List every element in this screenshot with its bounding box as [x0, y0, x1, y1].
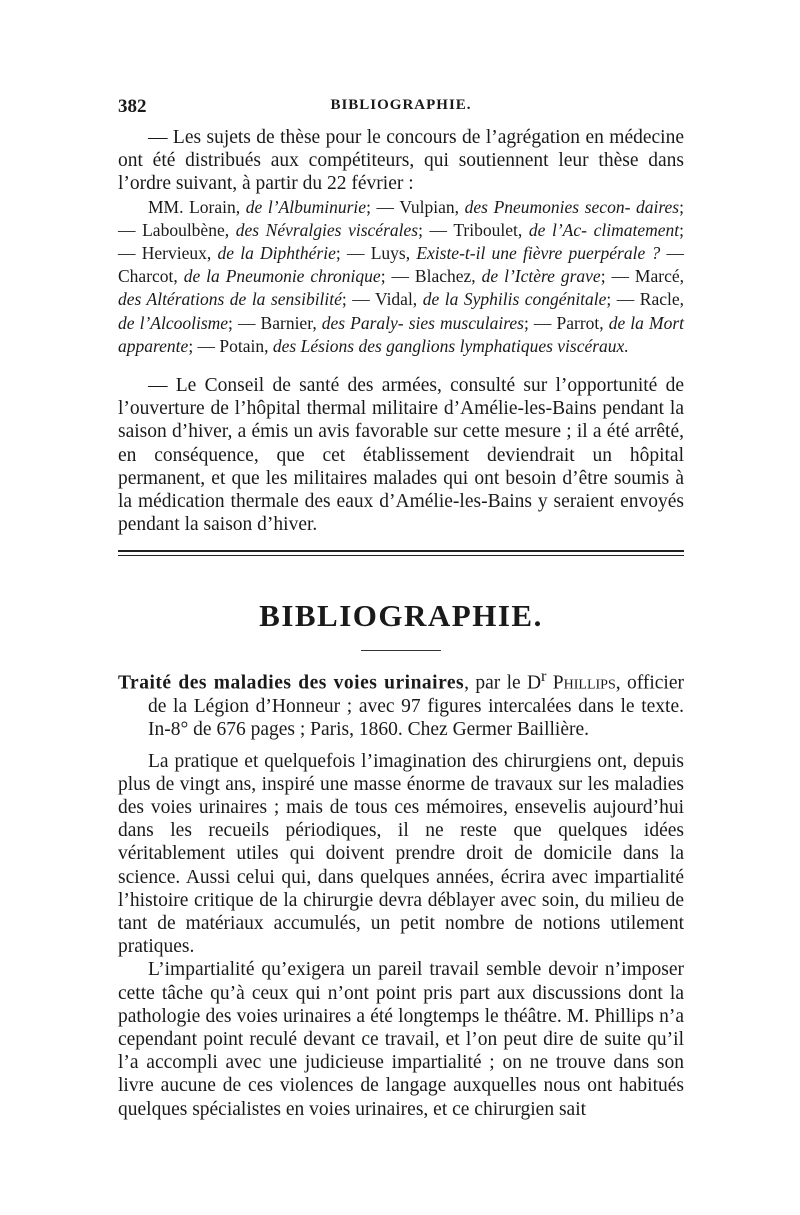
book-title: Traité des maladies des voies urinaires	[118, 672, 465, 694]
thesis-subject: l’Ictère grave	[504, 266, 601, 287]
candidate-name: ; — Racle,	[606, 289, 685, 310]
thesis-subject: de la	[422, 289, 459, 310]
candidate-name: ; — Parrot,	[523, 312, 609, 333]
candidate-name: ; — Potain,	[188, 335, 273, 356]
thesis-subject: des Paraly-	[321, 312, 404, 333]
thesis-subject: des Pneumonies secon-	[464, 196, 631, 217]
double-rule	[118, 550, 684, 556]
candidate-name: ; — Luys,	[335, 243, 417, 264]
review-paragraph-2: L’impartialité qu’exigera un pareil travail semble devoir n’imposer cette tâche qu’à ceux qui n’ont point pris part aux discussions dont la pathologie des voies urinaires a été longtemps le théâtre. M. Phillips n’a cependant point reculé devant ce travail, et l’on peut dire de suite qu’il l’a accompli avec une judicieuse impartialité ; on ne trouve dans son livre aucune de ces violences de langage auxquelles nous ont habitués quelques spécialistes en voies urinaires, et ce chirurgien sait	[118, 959, 684, 1120]
review-paragraph-1: La pratique et quelquefois l’imagination des chirurgiens ont, depuis plus de vingt ans, inspiré une masse énorme de travaux sur les maladies des voies urinaires ; mais de tous ces mémoires, ensevelis aujourd’hui dans les recueils périodiques, il ne reste que quelques idées véritablement utiles qui doivent prendre droit de domicile dans la science. Aussi celui qui, dans quelques années, écrira avec impartialité l’histoire critique de la chirurgie devra déblayer avec soin, du milieu de tant de matériaux accumulés, un petit nombre de notions utilement pratiques.	[118, 750, 684, 958]
thesis-subject: fièvre puerpérale ?	[523, 243, 661, 264]
agregation-intro: — Les sujets de thèse pour le concours de l’agrégation en médecine ont été distribués aux compétiteurs, qui soutiennent leur thèse dans l’ordre suivant, à partir du 22 février :	[118, 127, 684, 195]
book-entry	[118, 665, 684, 741]
thesis-subject: des ganglions lymphatiques viscéraux.	[358, 335, 629, 356]
thesis-subject: daires	[636, 196, 680, 217]
page-number: 382	[118, 96, 147, 117]
thesis-subject: de l’Alcoolisme	[118, 312, 229, 333]
thesis-subject: de la Mort apparente	[118, 312, 684, 356]
short-rule	[361, 650, 441, 651]
page	[118, 96, 684, 1121]
candidate-name: ; — Hervieux,	[118, 219, 684, 264]
thesis-subject: de la Pneumonie chronique	[183, 266, 381, 287]
thesis-subject: climatement	[593, 219, 680, 240]
candidate-name: — Charcot,	[118, 243, 684, 287]
candidate-name: ; — Blachez,	[380, 266, 482, 287]
thesis-subject: de l’Ac-	[528, 219, 587, 240]
thesis-subject: des Altérations de la sensibilité	[118, 289, 342, 310]
thesis-subject: de	[481, 266, 499, 287]
running-title: BIBLIOGRAPHIE.	[330, 97, 472, 113]
page-header	[118, 96, 684, 126]
candidate-name: ; — Vulpian,	[366, 196, 465, 217]
thesis-subject: de la Diphthérie	[217, 243, 336, 264]
thesis-subject: des Névralgies viscérales	[235, 219, 419, 240]
candidate-name: ; — Barnier,	[228, 312, 322, 333]
candidate-name: ; — Vidal,	[341, 289, 423, 310]
thesis-subject: Existe-t-il une	[416, 243, 517, 264]
book-author-prefix: , par le D	[464, 672, 542, 694]
candidate-name: ; — Laboulbène,	[118, 196, 684, 240]
candidate-name: ; — Marcé,	[600, 266, 685, 287]
thesis-subject: Syphilis congénitale	[463, 289, 607, 310]
book-author-name: Phillips	[552, 672, 616, 694]
conseil-paragraph: — Le Conseil de santé des armées, consulté sur l’opportunité de l’ouverture de l’hôpital thermal militaire d’Amélie-les-Bains pendant la saison d’hiver, a émis un avis favorable sur cette mesure ; il a été arrêté, en conséquence, que cet établissement deviendrait un hôpital permanent, et que les militaires malades qui ont besoin d’être soumis à la médication thermale des eaux d’Amélie-les-Bains y seraient envoyés pendant la saison d’hiver.	[118, 375, 684, 536]
candidate-name: ; — Triboulet,	[418, 219, 529, 240]
section-heading: BIBLIOGRAPHIE.	[259, 598, 543, 634]
book-details: , officier de la Légion d’Honneur ; avec 97 figures intercalées dans le texte. In-8° de 676 pages ; Paris, 1860. Chez Germer Baillière.	[148, 672, 684, 741]
book-author-sup: r	[541, 667, 547, 686]
thesis-subject: de l’Albuminurie	[245, 196, 367, 217]
candidate-name: MM. Lorain,	[148, 196, 246, 217]
candidates-list	[118, 196, 684, 358]
thesis-subject: sies musculaires	[408, 312, 524, 333]
thesis-subject: des Lésions	[272, 335, 355, 356]
